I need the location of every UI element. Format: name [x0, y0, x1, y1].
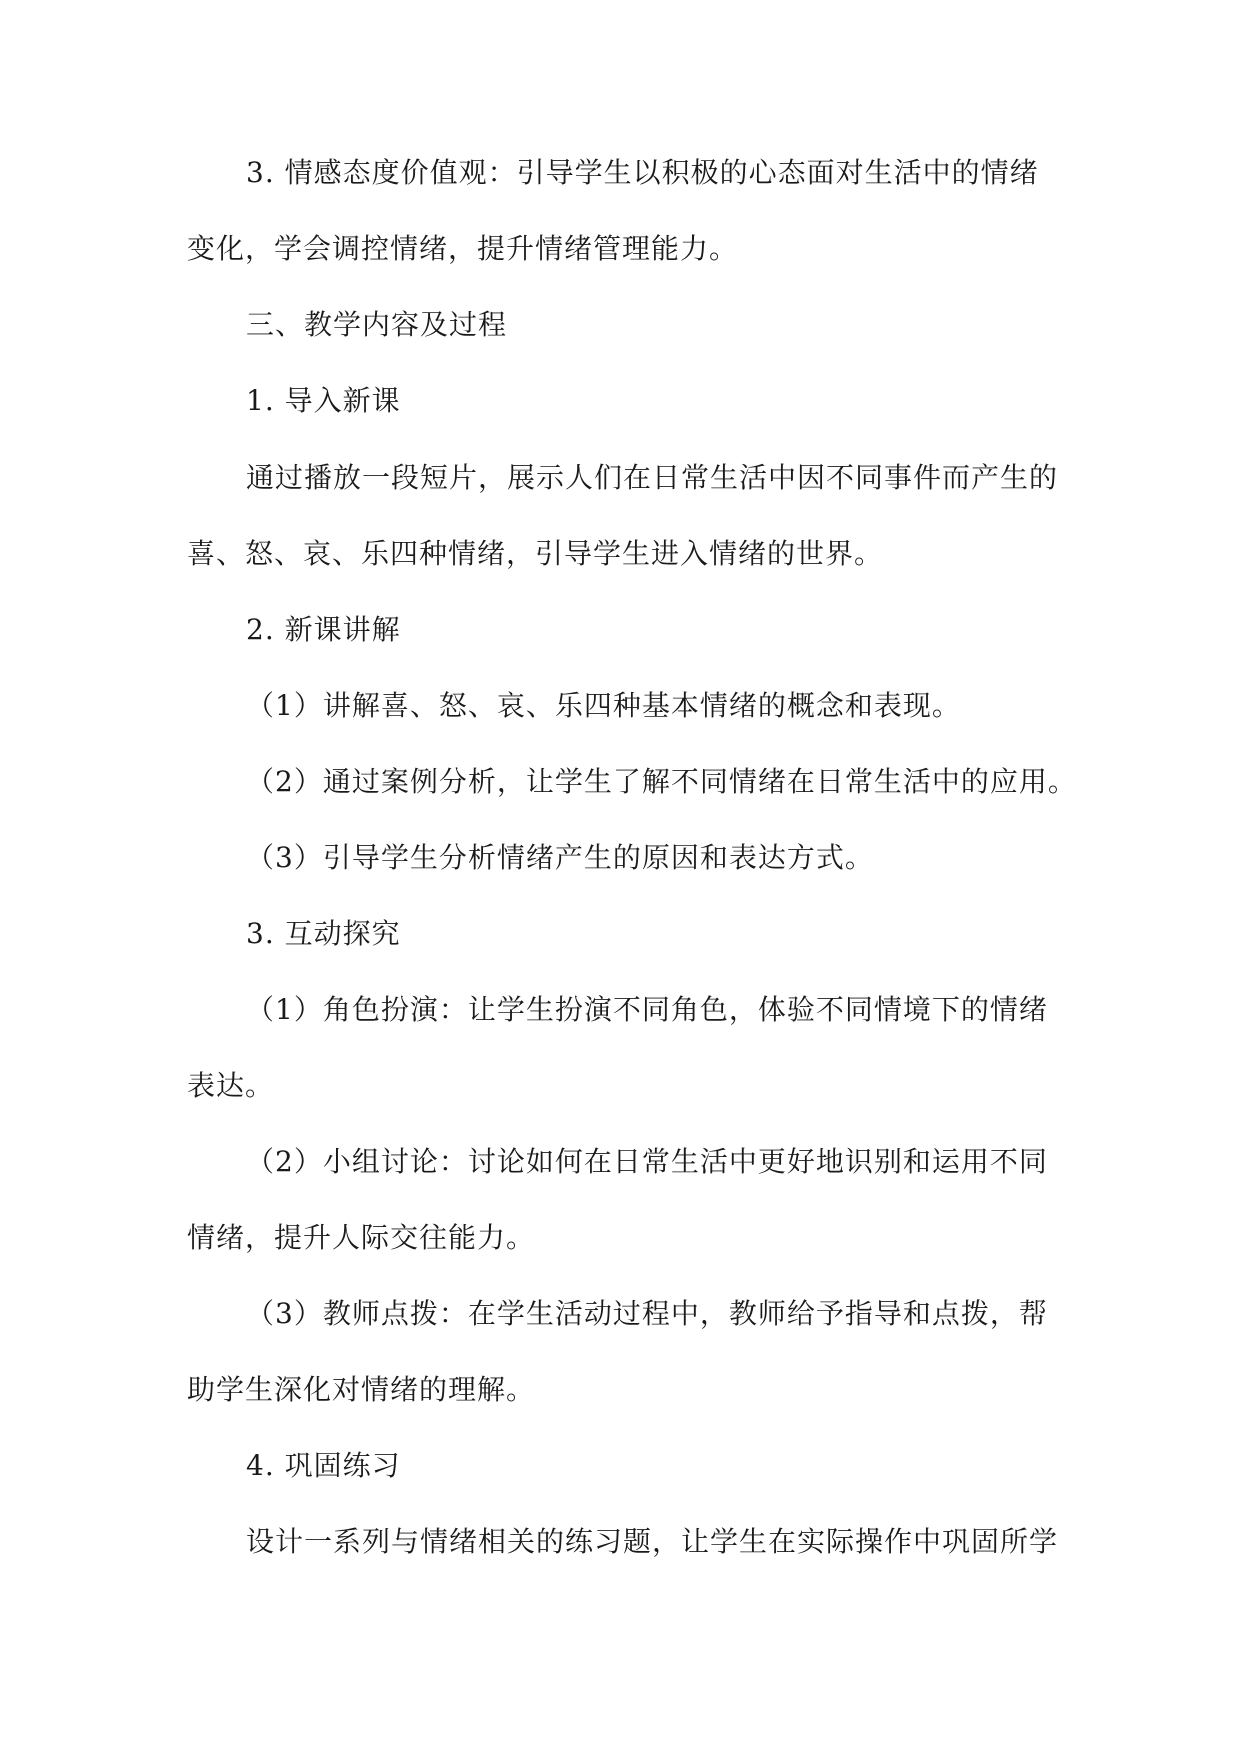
paragraph-line: 3. 情感态度价值观：引导学生以积极的心态面对生活中的情绪: [246, 156, 1039, 189]
list-item: （1）讲解喜、怒、哀、乐四种基本情绪的概念和表现。: [246, 689, 961, 722]
paragraph-line: 喜、怒、哀、乐四种情绪，引导学生进入情绪的世界。: [187, 537, 884, 570]
subsection-heading: 3. 互动探究: [246, 917, 401, 950]
subsection-heading: 1. 导入新课: [246, 384, 401, 417]
list-item: （3）教师点拨：在学生活动过程中，教师给予指导和点拨，帮: [246, 1297, 1048, 1330]
list-item: （3）引导学生分析情绪产生的原因和表达方式。: [246, 841, 874, 874]
paragraph-line: 变化，学会调控情绪，提升情绪管理能力。: [187, 232, 739, 265]
paragraph-line: 表达。: [187, 1069, 275, 1102]
paragraph-line: 设计一系列与情绪相关的练习题，让学生在实际操作中巩固所学: [246, 1525, 1059, 1558]
list-item: （2）小组讨论：讨论如何在日常生活中更好地识别和运用不同: [246, 1145, 1048, 1178]
paragraph-line: 助学生深化对情绪的理解。: [187, 1373, 536, 1406]
list-item: （2）通过案例分析，让学生了解不同情绪在日常生活中的应用。: [246, 765, 1077, 798]
subsection-heading: 2. 新课讲解: [246, 613, 401, 646]
list-item: （1）角色扮演：让学生扮演不同角色，体验不同情境下的情绪: [246, 993, 1048, 1026]
paragraph-line: 通过播放一段短片，展示人们在日常生活中因不同事件而产生的: [246, 461, 1059, 494]
subsection-heading: 4. 巩固练习: [246, 1449, 401, 1482]
section-heading: 三、教学内容及过程: [246, 308, 508, 341]
paragraph-line: 情绪，提升人际交往能力。: [187, 1221, 536, 1254]
